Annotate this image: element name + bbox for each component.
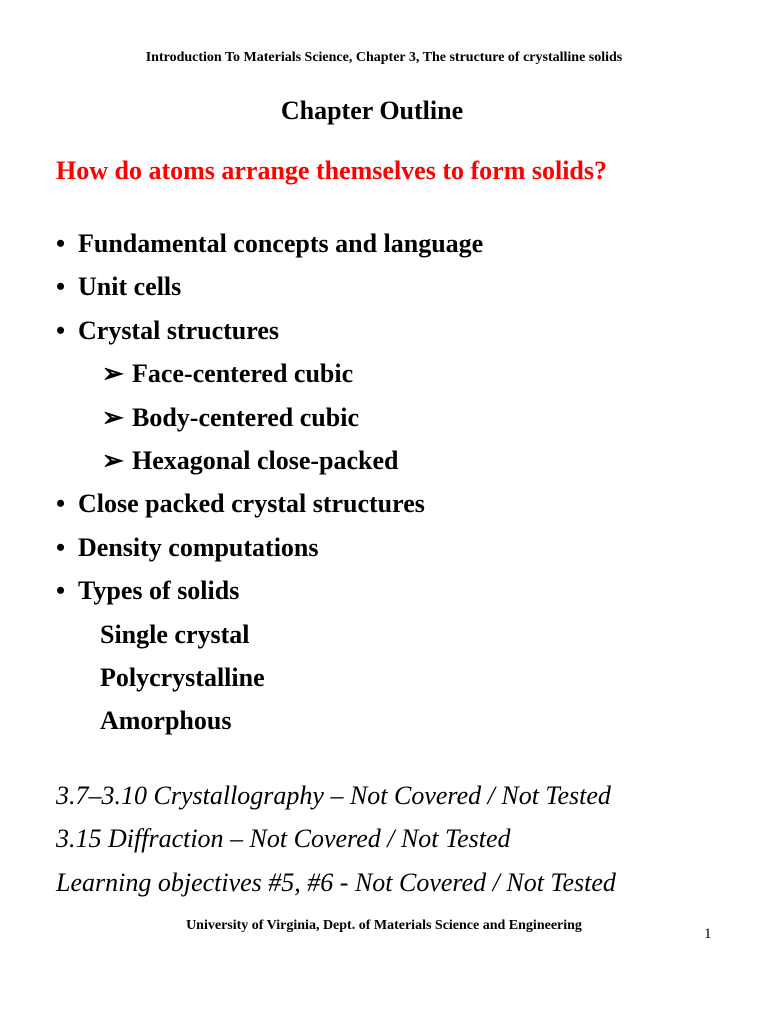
document-footer: University of Virginia, Dept. of Materials Science and Engineering bbox=[186, 918, 582, 933]
chapter-question: How do atoms arrange themselves to form solids? bbox=[56, 156, 607, 185]
outline-item-unit-cells bbox=[56, 269, 483, 312]
outline-item-label: Unit cells bbox=[78, 272, 182, 302]
outline-subitem-polycrystalline bbox=[56, 660, 483, 703]
coverage-notes bbox=[56, 778, 616, 908]
bullet-icon: • bbox=[56, 272, 66, 302]
outline-subitem-label: Body-centered cubic bbox=[132, 402, 359, 432]
arrow-bullet-icon: ➢ bbox=[102, 445, 124, 475]
outline-item-close-packed bbox=[56, 486, 483, 529]
outline-subitem-fcc bbox=[56, 356, 483, 399]
bullet-icon: • bbox=[56, 229, 66, 258]
outline-list bbox=[56, 226, 483, 747]
outline-item-label: Fundamental concepts and language bbox=[78, 229, 484, 258]
bullet-icon: • bbox=[56, 315, 66, 345]
outline-item-density bbox=[56, 530, 483, 573]
document-header: Introduction To Materials Science, Chapter 3, The structure of crystalline solids bbox=[145, 50, 623, 65]
bullet-icon: • bbox=[56, 489, 66, 519]
outline-subitem-label: Hexagonal close-packed bbox=[132, 445, 399, 475]
outline-item-crystal-structures bbox=[56, 313, 483, 356]
note-diffraction: 3.15 Diffraction – Not Covered / Not Tested bbox=[56, 824, 511, 854]
page-title: Chapter Outline bbox=[280, 96, 464, 125]
outline-subitem-amorphous bbox=[56, 703, 483, 746]
outline-subitem-label: Amorphous bbox=[100, 706, 232, 736]
outline-item-label: Types of solids bbox=[78, 576, 240, 606]
outline-subitem-label: Single crystal bbox=[100, 619, 250, 649]
outline-item-fundamental-concepts bbox=[56, 226, 483, 269]
bullet-icon: • bbox=[56, 576, 66, 606]
bullet-icon: • bbox=[56, 532, 66, 562]
page-number: 1 bbox=[704, 926, 712, 942]
note-learning-objectives: Learning objectives #5, #6 - Not Covered / Not Tested bbox=[56, 867, 616, 897]
arrow-bullet-icon: ➢ bbox=[102, 359, 124, 389]
outline-item-label: Crystal structures bbox=[78, 315, 279, 345]
note-crystallography: 3.7–3.10 Crystallography – Not Covered / Not Tested bbox=[56, 781, 611, 810]
outline-subitem-label: Polycrystalline bbox=[100, 662, 265, 692]
arrow-bullet-icon: ➢ bbox=[102, 402, 124, 432]
outline-subitem-single-crystal bbox=[56, 617, 483, 660]
outline-subitem-bcc bbox=[56, 400, 483, 443]
outline-item-label: Close packed crystal structures bbox=[78, 489, 425, 519]
outline-item-label: Density computations bbox=[78, 532, 319, 562]
outline-subitem-hcp bbox=[56, 443, 483, 486]
outline-subitem-label: Face-centered cubic bbox=[132, 359, 354, 389]
outline-item-types-of-solids bbox=[56, 573, 483, 616]
